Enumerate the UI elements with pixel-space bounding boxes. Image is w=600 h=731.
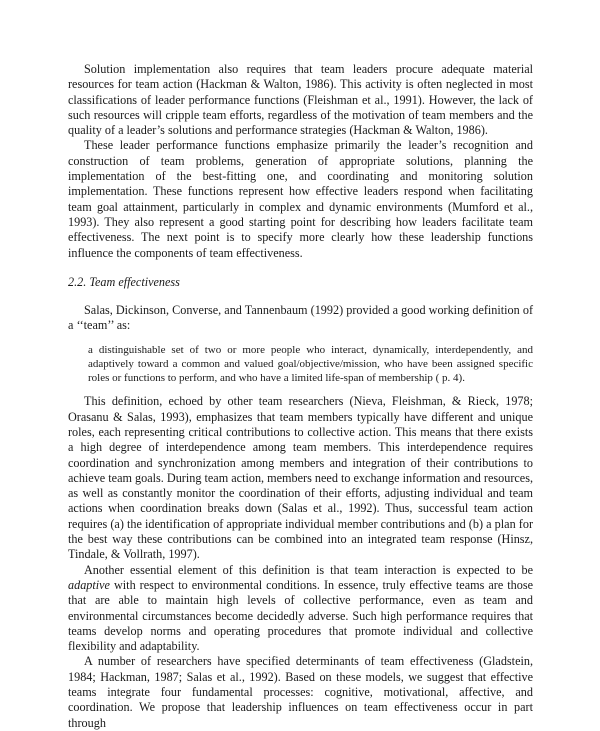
paragraph-definition-echoed: This definition, echoed by other team researchers (Nieva, Fleishman, & Rieck, 1978; Orasanu & Salas, 1993), emphasizes that team members typically have different and unique roles, each representing critical contributions to collective action. This means that there exists a high degree of interdependence among team members. This interdependence requires coordination and synchronization among members and integration of their contributions to achieve team goals. During team action, members need to exchange information and resources, as well as constantly monitor the coordination of their efforts, adjusting individual and team actions when coordination breaks down (Salas et al., 1992). Thus, successful team action requires (a) the identification of appropriate individual member contributions and (b) a plan for the best way these contributions can be combined into an integrated team response (Hinsz, Tindale, & Vollrath, 1997). xyxy=(68,394,533,562)
adaptive-text-b: with respect to environmental conditions. In essence, truly effective teams are those that are able to maintain high levels of collective performance, even as team and environmental circumstances become decidedly adverse. Such high performance requires that teams develop norms and operating procedures that promote individual and collective flexibility and adaptability. xyxy=(68,577,533,654)
adaptive-italic-word: adaptive xyxy=(68,577,110,592)
section-heading: 2.2. Team effectiveness xyxy=(68,274,180,289)
adaptive-text-a: Another essential element of this definition is that team interaction is expected to be xyxy=(84,562,533,577)
document-page xyxy=(68,62,533,731)
paragraph-leader-functions: These leader performance functions emphasize primarily the leader’s recognition and construction of team problems, generation of appropriate solutions, planning the implementation of the best-fitting one, and coordinating and monitoring solution implementation. These functions represent how effective leaders respond when facilitating team goal attainment, particularly in complex and dynamic environments (Mumford et al., 1993). They also represent a good starting point for describing how leaders facilitate team effectiveness. The next point is to specify more clearly how these leadership functions influence the components of team effectiveness. xyxy=(68,138,533,260)
block-quote-team-definition: a distinguishable set of two or more people who interact, dynamically, interdependently, and adaptively toward a common and valued goal/objective/mission, who have been assigned specific roles or functions to perform, and who have a limited life-span of membership ( p. 4). xyxy=(88,343,533,385)
paragraph-team-definition-intro: Salas, Dickinson, Converse, and Tannenbaum (1992) provided a good working definition of a ‘‘team’’ as: xyxy=(68,303,533,333)
paragraph-solution-implementation: Solution implementation also requires that team leaders procure adequate material resources for team action (Hackman & Walton, 1986). This activity is often neglected in most classifications of leader performance functions (Fleishman et al., 1991). However, the lack of such resources will cripple team efforts, regardless of the motivation of team members and the quality of a leader’s solutions and performance strategies (Hackman & Walton, 1986). xyxy=(68,62,533,138)
paragraph-adaptive-element xyxy=(68,563,533,655)
paragraph-determinants: A number of researchers have specified determinants of team effectiveness (Gladstein, 1984; Hackman, 1987; Salas et al., 1992). Based on these models, we suggest that effective teams integrate four fundamental processes: cognitive, motivational, affective, and coordination. We propose that leadership influences on team effectiveness occur in part through xyxy=(68,654,533,730)
